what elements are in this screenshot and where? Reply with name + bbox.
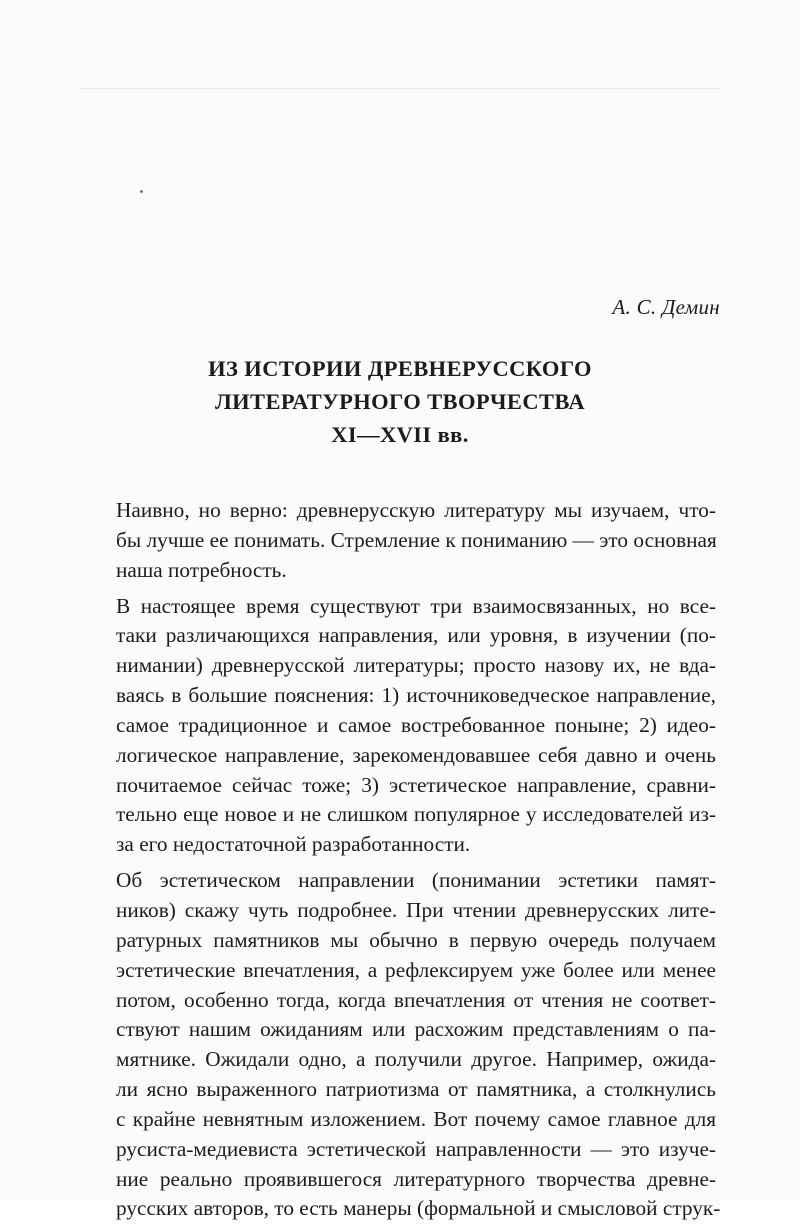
- paragraph-3: [82, 866, 721, 1224]
- text-line: ваясь в большие пояснения: 1) источниковедческое направление,: [116, 683, 716, 708]
- text-line: логическое направление, зарекомендовавшее себя давно и очень: [116, 742, 716, 767]
- text-line: В настоящее время существуют три взаимосвязанных, но все-: [116, 593, 716, 618]
- text-line: таки различающихся направления, или уровня, в изучении (по-: [116, 623, 716, 648]
- chapter-title-line-2: ЛИТЕРАТУРНОГО ТВОРЧЕСТВА: [214, 389, 586, 414]
- chapter-title-line-3: XI—XVII вв.: [331, 422, 469, 447]
- text-line: русских авторов, то есть манеры (формальной и смысловой струк-: [116, 1196, 721, 1221]
- bleed-through-header-rule: [80, 60, 720, 89]
- text-line: самое традиционное и самое востребованное поныне; 2) идео-: [116, 712, 716, 737]
- chapter-title: [80, 352, 720, 451]
- author-name: А. С. Демин: [612, 295, 720, 319]
- text-line: Об эстетическом направлении (понимании эстетики памят-: [116, 868, 716, 893]
- text-line: нимании) древнерусской литературы; просто назову их, не вда-: [116, 653, 716, 678]
- text-line: за его недостаточной разработанности.: [116, 832, 471, 857]
- text-line: наша потребность.: [116, 557, 287, 582]
- text-line: ников) скажу чуть подробнее. При чтении древнерусских лите-: [116, 897, 716, 922]
- text-line: ствуют нашим ожиданиям или расхожим представлениям о па-: [116, 1017, 716, 1042]
- text-line: с крайне невнятным изложением. Вот почему самое главное для: [116, 1106, 716, 1131]
- text-line: ратурных памятников мы обычно в первую очередь получаем: [116, 927, 716, 952]
- text-line: Наивно, но верно: древнерусскую литературу мы изучаем, что-: [116, 498, 716, 522]
- text-line: бы лучше ее понимать. Стремление к пониманию — это основная: [116, 527, 717, 552]
- text-line: тельно еще новое и не слишком популярное у исследователей из-: [116, 802, 716, 827]
- paragraph-2: [82, 592, 716, 861]
- text-line: мятнике. Ожидали одно, а получили другое. Например, ожида-: [116, 1047, 716, 1072]
- text-line: потом, особенно тогда, когда впечатления от чтения не соответ-: [116, 987, 716, 1012]
- text-line: русиста-медиевиста эстетической направленности — это изуче-: [116, 1136, 716, 1161]
- text-line: почитаемое сейчас тоже; 3) эстетическое направление, сравни-: [116, 772, 716, 797]
- text-line: ли ясно выраженного патриотизма от памятника, а столкнулись: [116, 1077, 716, 1102]
- text-line: ние реально проявившегося литературного творчества древне-: [116, 1166, 716, 1191]
- paragraph-1: [82, 496, 716, 586]
- ink-speck: [140, 190, 143, 193]
- body-text: [82, 496, 721, 1230]
- chapter-title-line-1: ИЗ ИСТОРИИ ДРЕВНЕРУССКОГО: [208, 356, 592, 381]
- text-line: эстетические впечатления, а рефлексируем уже более или менее: [116, 957, 716, 982]
